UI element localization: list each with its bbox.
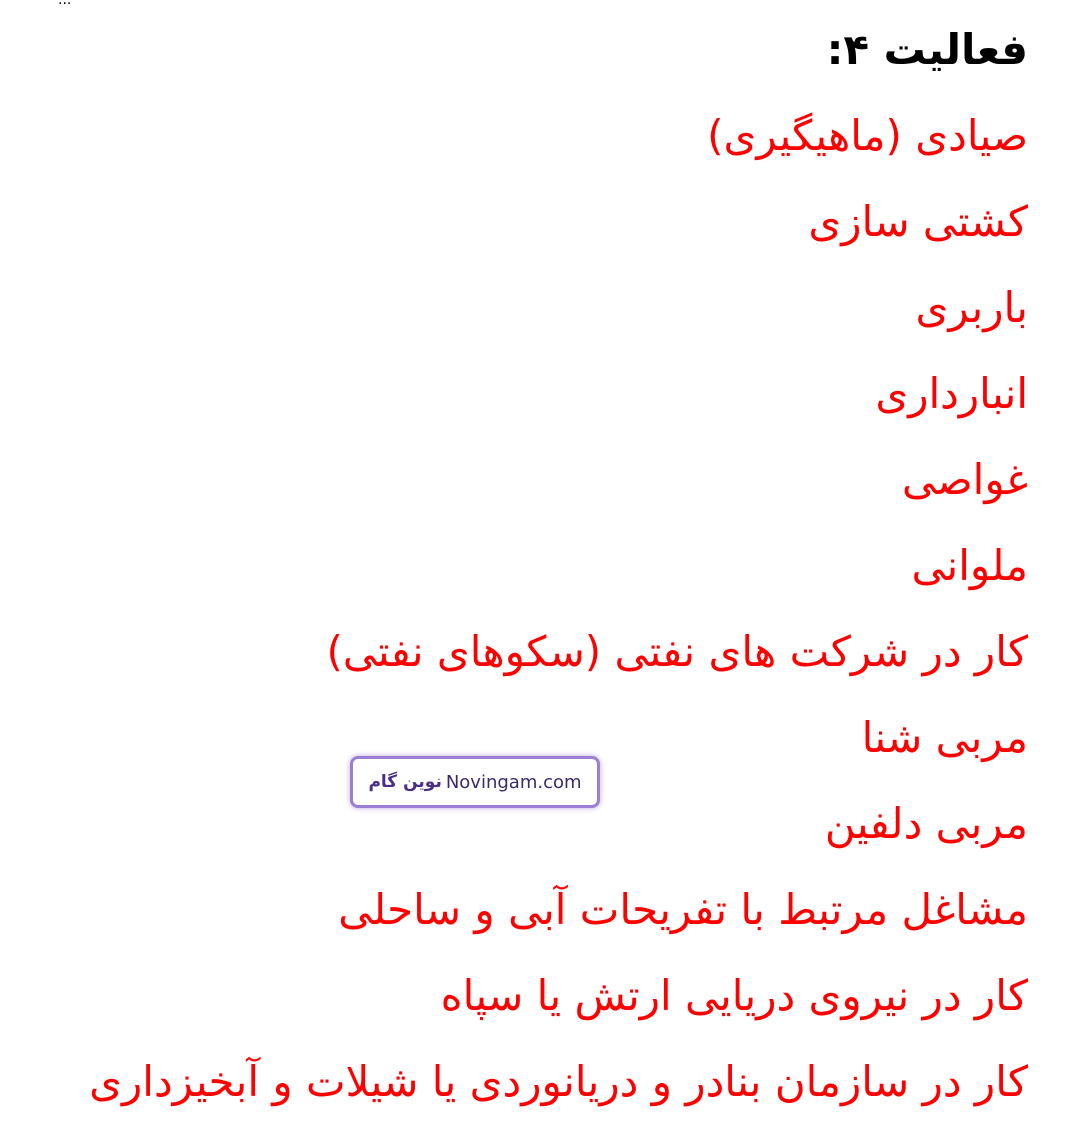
- answer-item: کشتی سازی: [808, 197, 1028, 246]
- answer-item: کار در نیروی دریایی ارتش یا سپاه: [440, 971, 1028, 1020]
- watermark-persian-logo: نوین گام: [368, 772, 442, 792]
- answer-item: کار در شرکت های نفتی (سکوهای نفتی): [326, 627, 1028, 676]
- answer-item: مربی دلفین: [824, 799, 1028, 848]
- activity-heading: فعالیت ۴:: [826, 25, 1028, 74]
- cropped-text-fragment: ...: [58, 0, 72, 8]
- answer-item: باربری: [915, 283, 1028, 332]
- answer-item: مربی شنا: [861, 713, 1028, 762]
- answer-item: صیادی (ماهیگیری): [707, 111, 1028, 160]
- answer-item: مشاغل مرتبط با تفریحات آبی و ساحلی: [338, 885, 1028, 934]
- watermark-site-url: Novingam.com: [445, 771, 582, 793]
- answer-item: انبارداری: [875, 369, 1028, 418]
- answer-item: ملوانی: [911, 541, 1028, 590]
- answer-item: کار در سازمان بنادر و دریانوردی یا شیلات و آبخیزداری: [89, 1057, 1028, 1106]
- answer-item: غواصی: [902, 455, 1028, 504]
- answer-list: [89, 106, 1028, 1138]
- novingam-watermark: [350, 756, 600, 808]
